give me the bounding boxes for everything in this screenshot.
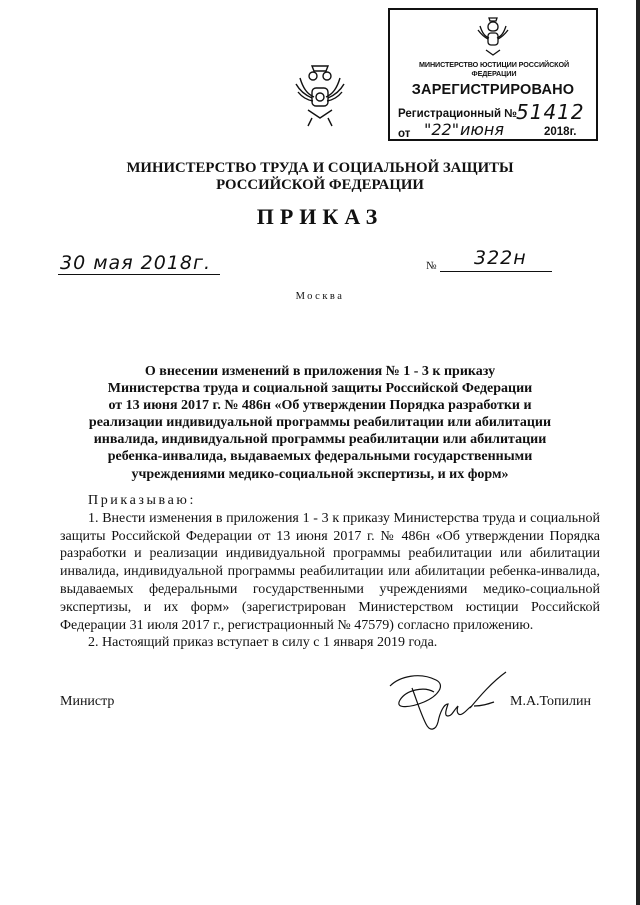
date-underline	[58, 274, 220, 275]
title-line: учреждениями медико-социальной экспертизы, и их форм»	[131, 466, 509, 482]
signatory-name: М.А.Топилин	[510, 694, 592, 709]
title-line: инвалида, индивидуальной программы реабилитации или абилитации	[93, 432, 547, 448]
stamp-emblem-icon	[472, 16, 514, 58]
body-item-2: 2. Настоящий приказ вступает в силу с 1 января 2019 года.	[88, 635, 438, 651]
stamp-reg-number-value: 51412	[516, 100, 585, 124]
handwritten-date: 30 мая 2018г.	[60, 252, 212, 274]
body-item-1: 1. Внести изменения в приложения 1 - 3 к приказу Министерства труда и социальной защиты Российской Федерации от 13 июня 2017 г. № 486н «Об утверждении Порядка разработки и реализации индивидуальной программы реабилитации или абилитации инвалида, индивидуальной программы реабилитации или абилитации ребенка-инвалида, выдаваемых федеральными государственными учреждениями медико-социальной экспертизы, и их форм» (зарегистрирован Министерством юстиции Российской Федерации 31 июля 2017 г., регистрационный № 47579) согласно приложению.	[60, 510, 600, 633]
command-word: Приказываю:	[88, 493, 196, 508]
ministry-title-line2: РОССИЙСКОЙ ФЕДЕРАЦИИ	[216, 177, 424, 193]
document-type: ПРИКАЗ	[256, 204, 384, 229]
page-edge	[636, 0, 640, 905]
document-body	[60, 492, 600, 652]
title-line: Министерства труда и социальной защиты Российской Федерации	[107, 381, 533, 397]
coat-of-arms-icon	[290, 62, 350, 130]
title-line: от 13 июня 2017 г. № 486н «Об утверждении Порядка разработки и	[108, 398, 532, 414]
number-sign: №	[426, 260, 437, 272]
stamp-ministry-text: МИНИСТЕРСТВО ЮСТИЦИИ РОССИЙСКОЙ ФЕДЕРАЦИИ	[418, 60, 570, 78]
registration-stamp	[388, 8, 598, 141]
title-line: ребенка-инвалида, выдаваемых федеральными государственными	[107, 449, 533, 465]
stamp-date-year: 2018г.	[544, 126, 577, 138]
title-line: О внесении изменений в приложения № 1 - 3 к приказу	[144, 364, 496, 379]
signatory-position: Министр	[60, 694, 115, 709]
ministry-title-line1: МИНИСТЕРСТВО ТРУДА И СОЦИАЛЬНОЙ ЗАЩИТЫ	[126, 160, 514, 176]
number-underline	[440, 271, 552, 272]
stamp-reg-number-label: Регистрационный №	[398, 108, 518, 120]
city: Москва	[295, 291, 345, 302]
stamp-registered-label: ЗАРЕГИСТРИРОВАНО	[411, 82, 575, 98]
stamp-date-day: "22"	[424, 120, 460, 139]
stamp-date-month: июня	[460, 120, 504, 139]
stamp-date-prefix: от	[398, 128, 411, 140]
title-line: реализации индивидуальной программы реабилитации или абилитации	[88, 415, 552, 431]
handwritten-number: 322н	[474, 247, 527, 269]
document-title	[70, 363, 570, 483]
ministry-title	[100, 160, 540, 194]
signature-icon	[378, 668, 518, 738]
